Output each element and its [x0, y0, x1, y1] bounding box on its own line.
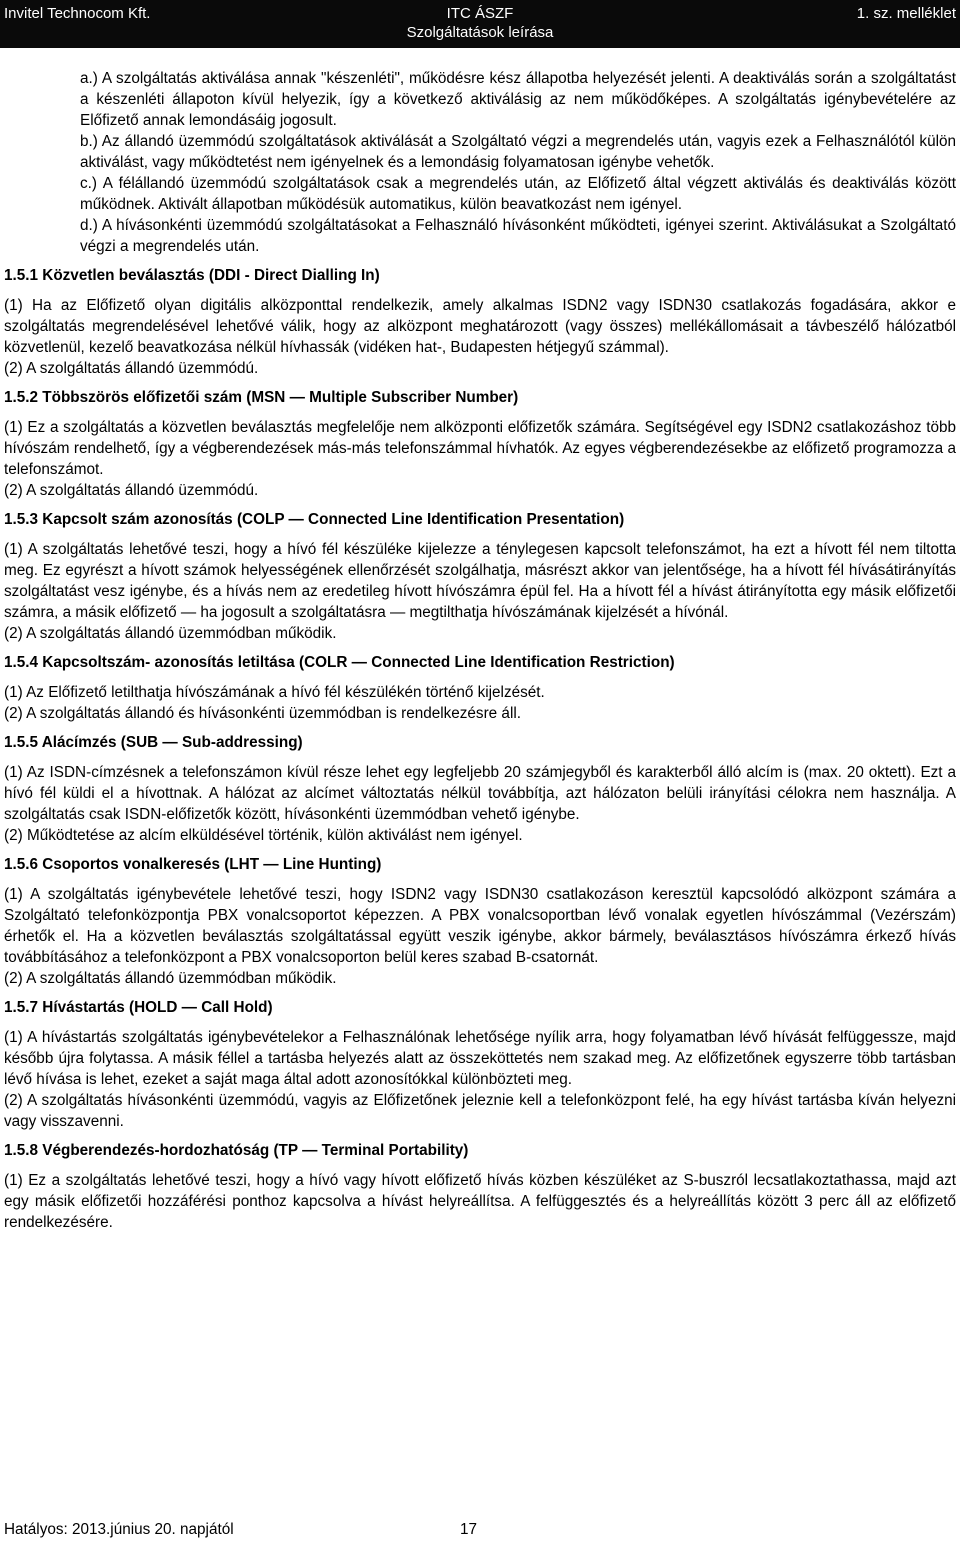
- list-item: [80, 215, 960, 257]
- section-paragraph: (2) A szolgáltatás állandó üzemmódban működik.: [4, 625, 337, 642]
- header-annex: 1. sz. melléklet: [856, 5, 956, 22]
- header-title: [0, 4, 960, 42]
- section-colr: [4, 652, 956, 724]
- list-item: [80, 68, 960, 131]
- header-company: Invitel Technocom Kft.: [4, 5, 151, 22]
- section-heading: 1.5.1 Közvetlen beválasztás (DDI - Direct Dialling In): [4, 267, 380, 284]
- section-paragraph: (2) A szolgáltatás állandó üzemmódú.: [4, 360, 259, 377]
- section-msn: [4, 387, 960, 501]
- section-sub: [4, 732, 960, 846]
- section-paragraph: (2) A szolgáltatás állandó üzemmódban működik.: [4, 970, 337, 987]
- section-tp: [4, 1140, 960, 1233]
- section-heading: 1.5.8 Végberendezés-hordozhatóság (TP — Terminal Portability): [4, 1142, 469, 1159]
- footer-effective-date: Hatályos: 2013.június 20. napjától: [4, 1521, 234, 1538]
- section-heading: 1.5.4 Kapcsoltszám- azonosítás letiltása (COLR — Connected Line Identification Restriction): [4, 654, 675, 671]
- document-body: [4, 68, 960, 1233]
- section-heading: 1.5.5 Alácímzés (SUB — Sub-addressing): [4, 734, 303, 751]
- section-hold: [4, 997, 960, 1132]
- section-paragraph: (1) Az ISDN-címzésnek a telefonszámon kívül része lehet egy legfeljebb 20 számjegyből és karakterből álló alcím is (max. 20 oktett). Ezt a hívó fél küldi el a hívottnak. A hálózat az alcímet változtatás nélkül továbbítja, azt hálózaton belüli irányítási célokra nem használja. A szolgáltatás csak ISDN-előfizetők között, hívásonkénti üzemmódban vehető igénybe.: [4, 764, 960, 823]
- list-item: [80, 131, 960, 173]
- list-item-text: a.) A szolgáltatás aktiválása annak "készenléti", működésre kész állapotba helyezését jelenti. A deaktiválás során a szolgáltatást a készenléti állapoton kívül helyezik, így a következő aktiválásig az nem működőképes. A szolgáltatás igénybevételére az Előfizető annak lemondásáig jogosult.: [80, 70, 960, 129]
- section-paragraph: (1) A hívástartás szolgáltatás igénybevételekor a Felhasználónak lehetősége nyílik arra, hogy folyamatban lévő hívását felfüggessze, majd később újra folytassa. A másik féllel a tartásba helyezés alatt az összeköttetés nem szakad meg. Az előfizetőnek egyszerre több tartásban lévő hívása is lehet, ezeket a saját maga által adott azonosítókkal különbözteti meg.: [4, 1029, 960, 1088]
- section-paragraph: (1) A szolgáltatás igénybevétele lehetővé teszi, hogy ISDN2 vagy ISDN30 csatlakozáson keresztül kapcsolódó alközpont számára a Szolgáltató telefonközpontja PBX vonalcsoportot képezzen. A PBX vonalcsoportban lévő vonalak egyetlen hívószámmal (Vezérszám) érhetők el. Ha a közvetlen beválasztás szolgáltatással együtt veszik igénybe, akkor bármely, beválasztásos hívószámra érkező hívás továbbításához a telefonközpont a PBX vonalcsoporton belül keres szabad B-csatornát.: [4, 886, 960, 966]
- section-paragraph: (2) A szolgáltatás hívásonkénti üzemmódú, vagyis az Előfizetőnek jeleznie kell a telefonközpont felé, ha egy hívást tartásba kíván helyezni vagy visszavenni.: [4, 1092, 960, 1130]
- footer-page-number: 17: [460, 1521, 478, 1538]
- page-footer: [4, 1519, 484, 1539]
- section-paragraph: (1) Ez a szolgáltatás lehetővé teszi, hogy a hívó vagy hívott előfizető hívás közben készüléket az S-buszról lecsatlakoztathassa, majd azt egy másik előfizetői hozzáférési ponthoz kapcsolva a hívást helyreállítsa. A felfüggesztés és a helyreállítás között 3 perc áll az előfizető rendelkezésére.: [4, 1172, 960, 1231]
- activation-list: [80, 68, 960, 257]
- section-paragraph: (1) Ha az Előfizető olyan digitális alközponttal rendelkezik, amely alkalmas ISDN2 vagy ISDN30 csatlakozás fogadására, akkor e szolgáltatás megrendelésével lehetővé válik, hogy az alközpont meghatározott (vagy összes) mellékállomásait a távbeszélő hálózatból közvetlenül, kezelő beavatkozása nélkül hívhassák (vidéken hat-, Budapesten hétjegyű számmal).: [4, 297, 960, 356]
- section-heading: 1.5.2 Többszörös előfizetői szám (MSN — Multiple Subscriber Number): [4, 389, 519, 406]
- section-paragraph: (2) Működtetése az alcím elküldésével történik, külön aktiválást nem igényel.: [4, 827, 523, 844]
- section-paragraph: (1) Ez a szolgáltatás a közvetlen beválasztás megfelelője nem alközponti előfizetők számára. Segítségével egy ISDN2 csatlakozáshoz több hívószám rendelhető, így a végberendezések más-más telefonszámmal hívhatók. Az egyes végberendezésekbe az előfizető programozza a telefonszámot.: [4, 419, 960, 478]
- section-heading: 1.5.7 Hívástartás (HOLD — Call Hold): [4, 999, 273, 1016]
- section-paragraph: (2) A szolgáltatás állandó és hívásonkénti üzemmódban is rendelkezésre áll.: [4, 705, 521, 722]
- section-heading: 1.5.6 Csoportos vonalkeresés (LHT — Line Hunting): [4, 856, 382, 873]
- section-paragraph: (2) A szolgáltatás állandó üzemmódú.: [4, 482, 259, 499]
- section-colp: [4, 509, 960, 644]
- section-ddi: [4, 265, 960, 379]
- page-header: [0, 0, 960, 48]
- header-title-line2: Szolgáltatások leírása: [406, 24, 554, 41]
- section-paragraph: (1) A szolgáltatás lehetővé teszi, hogy a hívó fél készüléke kijelezze a ténylegesen kapcsolt telefonszámot, ha ezt a hívott fél nem tiltotta meg. Ez egyrészt a hívott számok helyességének ellenőrzését szolgálhatja, másrészt akkor van jelentősége, ha a hívott fél hívásátirányítás szolgáltatást vesz igénybe, és a hívás nem az eredetileg hívott hívószámra épül fel. Ha a hívott fél a hívást átirányította egy másik előfizetői számra, a másik előfizető — ha jogosult a szolgáltatásra — megtilthatja hívószámának kijelzését a hívónál.: [4, 541, 960, 621]
- header-title-line1: ITC ÁSZF: [446, 5, 514, 22]
- list-item: [80, 173, 960, 215]
- section-heading: 1.5.3 Kapcsolt szám azonosítás (COLP — Connected Line Identification Presentation): [4, 511, 625, 528]
- section-lht: [4, 854, 960, 989]
- list-item-text: b.) Az állandó üzemmódú szolgáltatások aktiválását a Szolgáltató végzi a megrendelés után, vagyis ezek a Felhasználótól külön aktiválást, vagy működtetést nem igényelnek és a lemondásig folyamatosan igénybe vehetők.: [80, 133, 960, 171]
- list-item-text: d.) A hívásonkénti üzemmódú szolgáltatásokat a Felhasználó hívásonként működteti, igényei szerint. Aktiválásukat a Szolgáltató végzi a megrendelés után.: [80, 217, 960, 255]
- list-item-text: c.) A félállandó üzemmódú szolgáltatások csak a megrendelés után, az Előfizető által végzett aktiválás és deaktiválás között működnek. Aktivált állapotban működésük automatikus, külön beavatkozást nem igényel.: [80, 175, 960, 213]
- section-paragraph: (1) Az Előfizető letilthatja hívószámának a hívó fél készülékén történő kijelzését.: [4, 684, 545, 701]
